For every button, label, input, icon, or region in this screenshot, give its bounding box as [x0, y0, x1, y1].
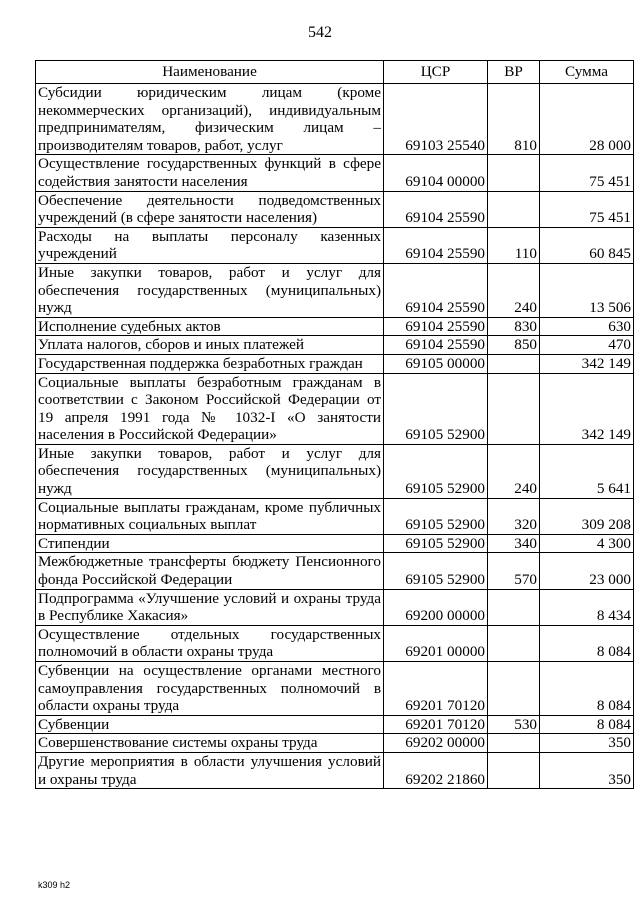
table-body	[36, 84, 634, 789]
cell-name: Осуществление государственных функций в сфере содействия занятости населения	[36, 155, 384, 191]
table-row	[36, 84, 634, 155]
cell-csr: 69104 25590	[384, 227, 488, 263]
cell-csr: 69105 52900	[384, 373, 488, 444]
table-row	[36, 752, 634, 788]
table-row	[36, 534, 634, 553]
cell-name: Обеспечение деятельности подведомственных учреждений (в сфере занятости населения)	[36, 191, 384, 227]
cell-name: Межбюджетные трансферты бюджету Пенсионного фонда Российской Федерации	[36, 553, 384, 589]
cell-name: Иные закупки товаров, работ и услуг для обеспечения государственных (муниципальных) нужд	[36, 444, 384, 498]
cell-sum: 8 084	[540, 715, 634, 734]
table-row	[36, 263, 634, 317]
cell-name: Расходы на выплаты персоналу казенных учреждений	[36, 227, 384, 263]
cell-vr: 830	[488, 317, 540, 336]
cell-vr	[488, 752, 540, 788]
cell-name: Социальные выплаты безработным гражданам в соответствии с Законом Российской Федерации от 19 апреля 1991 года № 1032-I «О занятости населения в Российской Федерации»	[36, 373, 384, 444]
table-row	[36, 373, 634, 444]
cell-name: Стипендии	[36, 534, 384, 553]
table-row	[36, 444, 634, 498]
cell-name: Осуществление отдельных государственных полномочий в области охраны труда	[36, 625, 384, 661]
table-row	[36, 625, 634, 661]
cell-sum: 309 208	[540, 498, 634, 534]
cell-csr: 69104 25590	[384, 317, 488, 336]
cell-sum: 75 451	[540, 191, 634, 227]
cell-csr: 69104 25590	[384, 336, 488, 355]
cell-vr	[488, 155, 540, 191]
cell-vr	[488, 662, 540, 716]
table-row	[36, 498, 634, 534]
cell-vr: 320	[488, 498, 540, 534]
table-row	[36, 734, 634, 753]
cell-sum: 342 149	[540, 354, 634, 373]
cell-name: Субсидии юридическим лицам (кроме некоммерческих организаций), индивидуальным предпринимателям, физическим лицам – производителям товаров, работ, услуг	[36, 84, 384, 155]
table-row	[36, 354, 634, 373]
cell-name: Субвенции	[36, 715, 384, 734]
cell-name: Другие мероприятия в области улучшения условий и охраны труда	[36, 752, 384, 788]
page-number: 542	[308, 24, 332, 41]
cell-sum: 23 000	[540, 553, 634, 589]
cell-vr: 530	[488, 715, 540, 734]
cell-sum: 4 300	[540, 534, 634, 553]
cell-vr: 810	[488, 84, 540, 155]
cell-sum: 350	[540, 752, 634, 788]
cell-vr	[488, 625, 540, 661]
cell-name: Социальные выплаты гражданам, кроме публичных нормативных социальных выплат	[36, 498, 384, 534]
cell-csr: 69201 70120	[384, 715, 488, 734]
cell-csr: 69104 00000	[384, 155, 488, 191]
cell-csr: 69201 70120	[384, 662, 488, 716]
cell-name: Иные закупки товаров, работ и услуг для обеспечения государственных (муниципальных) нужд	[36, 263, 384, 317]
cell-sum: 8 084	[540, 625, 634, 661]
cell-csr: 69104 25590	[384, 263, 488, 317]
cell-sum: 342 149	[540, 373, 634, 444]
cell-vr	[488, 734, 540, 753]
cell-sum: 350	[540, 734, 634, 753]
cell-name: Совершенствование системы охраны труда	[36, 734, 384, 753]
cell-name: Субвенции на осуществление органами местного самоуправления государственных полномочий в области охраны труда	[36, 662, 384, 716]
cell-csr: 69200 00000	[384, 589, 488, 625]
cell-csr: 69105 00000	[384, 354, 488, 373]
table-row	[36, 662, 634, 716]
table-row	[36, 191, 634, 227]
cell-csr: 69103 25540	[384, 84, 488, 155]
cell-vr	[488, 589, 540, 625]
budget-table	[35, 60, 634, 789]
cell-csr: 69202 21860	[384, 752, 488, 788]
cell-name: Исполнение судебных актов	[36, 317, 384, 336]
cell-vr: 340	[488, 534, 540, 553]
cell-csr: 69105 52900	[384, 553, 488, 589]
table-row	[36, 553, 634, 589]
cell-sum: 470	[540, 336, 634, 355]
cell-sum: 5 641	[540, 444, 634, 498]
cell-sum: 8 084	[540, 662, 634, 716]
cell-vr: 240	[488, 263, 540, 317]
table-header-row	[36, 61, 634, 84]
header-name: Наименование	[36, 61, 384, 84]
cell-csr: 69104 25590	[384, 191, 488, 227]
cell-csr: 69202 00000	[384, 734, 488, 753]
header-vr: ВР	[488, 61, 540, 84]
cell-sum: 75 451	[540, 155, 634, 191]
cell-vr: 570	[488, 553, 540, 589]
table-row	[36, 317, 634, 336]
cell-vr: 110	[488, 227, 540, 263]
cell-vr: 850	[488, 336, 540, 355]
header-csr: ЦСР	[384, 61, 488, 84]
cell-vr: 240	[488, 444, 540, 498]
cell-vr	[488, 354, 540, 373]
table-row	[36, 715, 634, 734]
footer-code: k309 h2	[38, 880, 71, 890]
cell-vr	[488, 191, 540, 227]
cell-csr: 69105 52900	[384, 444, 488, 498]
cell-sum: 28 000	[540, 84, 634, 155]
table-row	[36, 155, 634, 191]
cell-csr: 69201 00000	[384, 625, 488, 661]
cell-name: Уплата налогов, сборов и иных платежей	[36, 336, 384, 355]
header-sum: Сумма	[540, 61, 634, 84]
cell-csr: 69105 52900	[384, 498, 488, 534]
table-row	[36, 227, 634, 263]
cell-sum: 630	[540, 317, 634, 336]
cell-name: Государственная поддержка безработных граждан	[36, 354, 384, 373]
table-row	[36, 589, 634, 625]
cell-sum: 8 434	[540, 589, 634, 625]
cell-sum: 60 845	[540, 227, 634, 263]
cell-vr	[488, 373, 540, 444]
table-row	[36, 336, 634, 355]
cell-csr: 69105 52900	[384, 534, 488, 553]
cell-name: Подпрограмма «Улучшение условий и охраны труда в Республике Хакасия»	[36, 589, 384, 625]
cell-sum: 13 506	[540, 263, 634, 317]
